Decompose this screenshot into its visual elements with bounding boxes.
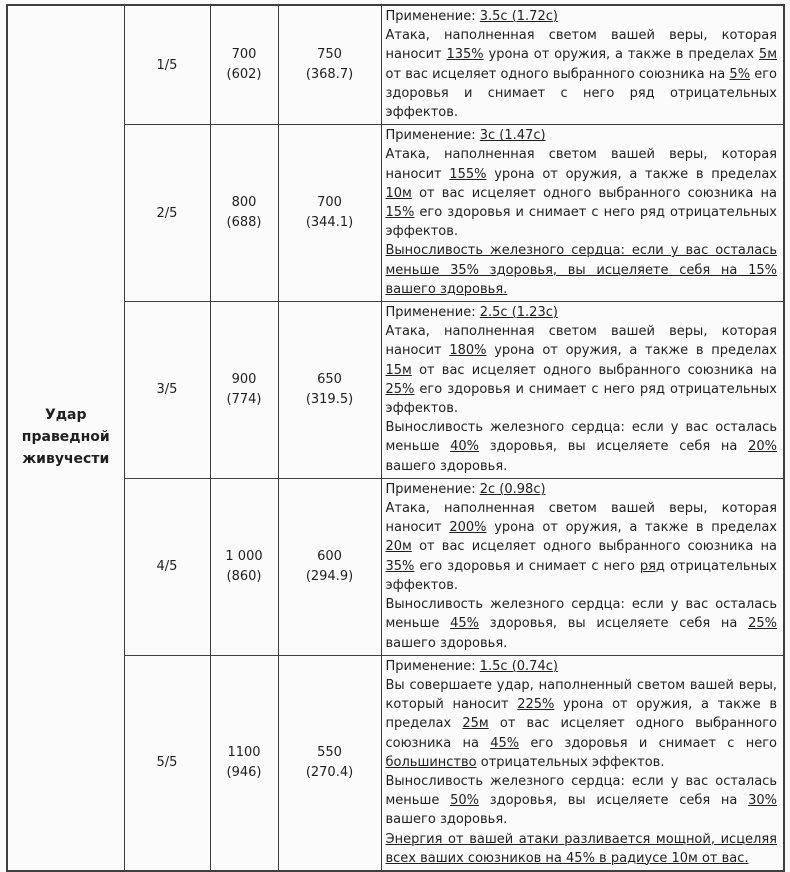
text-run: его здоровья и снимает с него ряд отрицательных эффектов. bbox=[385, 66, 777, 121]
stat1-sub-value: (774) bbox=[226, 391, 262, 407]
text-run: вашего здоровья. bbox=[385, 635, 508, 651]
text-run: отрицательных эффектов. bbox=[476, 754, 665, 770]
description-paragraph bbox=[386, 7, 778, 26]
text-run: Применение: bbox=[385, 658, 480, 674]
underlined-text: 20% bbox=[748, 439, 777, 455]
stat1-sub-value: (602) bbox=[226, 67, 262, 83]
level-value: 1/5 bbox=[156, 57, 178, 73]
stat1-main-value: 900 bbox=[231, 371, 257, 387]
stat1-sub-value: (860) bbox=[226, 568, 262, 584]
text-run: его здоровья и снимает с него bbox=[414, 558, 640, 574]
skill-row-1 bbox=[7, 5, 784, 125]
stat1-sub-value: (946) bbox=[226, 764, 262, 780]
skill-row-2 bbox=[7, 125, 784, 302]
skill-table bbox=[6, 4, 785, 872]
description-paragraph bbox=[386, 418, 778, 476]
stat2-main-value: 650 bbox=[317, 371, 342, 387]
stat1-cell bbox=[210, 5, 278, 125]
underlined-text: 50% bbox=[450, 793, 479, 809]
text-run: Выносливость железного сердца: если у вас осталась меньше bbox=[385, 420, 777, 455]
stat2-cell bbox=[278, 302, 381, 479]
underlined-text: Выносливость железного сердца: если у вас осталась меньше 35% здоровья, вы исцеляете себя на 15% вашего здоровья. bbox=[385, 243, 777, 297]
text-run: Атака, наполненная светом вашей веры, которая наносит bbox=[385, 324, 777, 359]
underlined-text: 10м bbox=[385, 185, 412, 201]
skill-name: Удар праведной живучести bbox=[21, 407, 110, 467]
text-run: вашего здоровья. bbox=[385, 458, 508, 474]
stat1-main-value: 1100 bbox=[227, 744, 261, 760]
skill-row-5 bbox=[7, 655, 784, 871]
description-paragraph bbox=[386, 595, 778, 653]
stat2-sub-value: (344.1) bbox=[305, 215, 354, 231]
text-run: Выносливость железного сердца: если у вас осталась меньше bbox=[385, 773, 777, 809]
text-run: от вас исцеляет одного выбранного союзника на bbox=[411, 362, 777, 378]
stat2-sub-value: (368.7) bbox=[305, 67, 354, 83]
underlined-text: 30% bbox=[748, 793, 777, 809]
stat1-main-value: 1 000 bbox=[225, 548, 263, 564]
text-run: Атака, наполненная светом вашей веры, которая наносит bbox=[385, 28, 777, 63]
description-paragraph bbox=[386, 145, 778, 241]
skill-row-3 bbox=[7, 302, 784, 479]
underlined-text: 15м bbox=[385, 362, 412, 378]
stat1-sub-value: (688) bbox=[226, 215, 262, 231]
text-run: от вас исцеляет одного выбранного союзника на bbox=[411, 539, 777, 555]
underlined-text: 35% bbox=[385, 558, 415, 574]
stat2-main-value: 750 bbox=[317, 46, 342, 62]
level-value: 4/5 bbox=[156, 559, 178, 575]
underlined-text: 2с (0.98с) bbox=[479, 481, 546, 497]
stat2-sub-value: (294.9) bbox=[305, 568, 354, 584]
text-run: Атака, наполненная светом вашей веры, которая наносит bbox=[385, 147, 777, 182]
stat2-cell bbox=[278, 655, 381, 871]
level-cell bbox=[124, 125, 210, 302]
underlined-text: 135% bbox=[446, 47, 484, 63]
text-run: от вас исцеляет одного выбранного союзника на bbox=[385, 716, 777, 751]
description-paragraph bbox=[386, 303, 778, 322]
text-run: его здоровья и снимает с него bbox=[519, 735, 777, 751]
text-run: от вас исцеляет одного выбранного союзника на bbox=[411, 185, 777, 201]
level-cell bbox=[124, 302, 210, 479]
text-run: Применение: bbox=[385, 481, 480, 497]
description-cell bbox=[381, 478, 784, 655]
underlined-text: 3с (1.47с) bbox=[479, 128, 546, 144]
level-value: 5/5 bbox=[156, 755, 178, 771]
underlined-text: 45% bbox=[490, 735, 520, 751]
underlined-text: ряд bbox=[639, 558, 665, 574]
text-run: его здоровья и снимает с него ряд отрицательных эффектов. bbox=[385, 381, 777, 417]
underlined-text: 40% bbox=[450, 439, 479, 455]
stat1-cell bbox=[210, 478, 278, 655]
description-paragraph bbox=[386, 830, 778, 868]
underlined-text: 200% bbox=[449, 520, 487, 536]
underlined-text: 25% bbox=[385, 381, 415, 397]
text-run: Атака, наполненная светом вашей веры, которая наносит bbox=[385, 501, 777, 536]
level-value: 3/5 bbox=[156, 382, 178, 398]
skill-name-cell bbox=[7, 5, 124, 871]
description-paragraph bbox=[386, 499, 778, 595]
underlined-text: 2.5с (1.23с) bbox=[479, 305, 558, 321]
text-run: Применение: bbox=[385, 128, 480, 144]
stat1-cell bbox=[210, 655, 278, 871]
underlined-text: 180% bbox=[449, 343, 487, 359]
stat2-cell bbox=[278, 125, 381, 302]
level-cell bbox=[124, 5, 210, 125]
stat2-main-value: 600 bbox=[317, 548, 342, 564]
underlined-text: 155% bbox=[449, 166, 487, 182]
description-cell bbox=[381, 302, 784, 479]
level-cell bbox=[124, 478, 210, 655]
description-cell bbox=[381, 125, 784, 302]
description-paragraph bbox=[386, 676, 778, 772]
text-run: от вас исцеляет одного выбранного союзника на bbox=[385, 66, 730, 82]
stat1-cell bbox=[210, 125, 278, 302]
description-paragraph bbox=[386, 480, 778, 499]
stat2-main-value: 550 bbox=[317, 744, 342, 760]
stat2-cell bbox=[278, 478, 381, 655]
text-run: здоровья, вы исцеляете себя на bbox=[478, 793, 749, 809]
text-run: Применение: bbox=[385, 305, 480, 321]
underlined-text: 1.5с (0.74с) bbox=[479, 658, 558, 674]
text-run: Вы совершаете удар, наполненный светом вашей веры, который наносит bbox=[385, 677, 777, 713]
text-run: здоровья, вы исцеляете себя на bbox=[478, 439, 749, 455]
description-paragraph bbox=[386, 26, 778, 122]
underlined-text: большинство bbox=[385, 754, 477, 770]
underlined-text: 25м bbox=[462, 716, 489, 732]
underlined-text: 225% bbox=[517, 697, 555, 713]
stat1-main-value: 800 bbox=[231, 194, 257, 210]
text-run: отрицательных эффектов. bbox=[385, 558, 777, 593]
text-run: урона от оружия, а также в пределах bbox=[385, 697, 777, 732]
underlined-text: 20м bbox=[385, 539, 412, 555]
skill-table-body bbox=[7, 5, 784, 871]
description-paragraph bbox=[386, 322, 778, 418]
text-run: Применение: bbox=[385, 9, 480, 24]
description-cell bbox=[381, 655, 784, 871]
text-run: урона от оружия, а также в пределах bbox=[486, 343, 777, 359]
text-run: урона от оружия, а также в пределах bbox=[483, 47, 759, 63]
stat2-main-value: 700 bbox=[317, 194, 342, 210]
level-cell bbox=[124, 655, 210, 871]
description-paragraph bbox=[386, 772, 778, 830]
text-run: его здоровья и снимает с него ряд отрицательных эффектов. bbox=[385, 205, 777, 240]
stat1-main-value: 700 bbox=[231, 46, 257, 62]
text-run: урона от оружия, а также в пределах bbox=[486, 520, 777, 536]
underlined-text: 45% bbox=[450, 616, 479, 632]
underlined-text: Энергия от вашей атаки разливается мощной, исцеляя всех ваших союзников на 45% в радиусе 10м от вас. bbox=[385, 831, 777, 866]
text-run: урона от оружия, а также в пределах bbox=[486, 166, 777, 182]
skill-row-4 bbox=[7, 478, 784, 655]
stat2-sub-value: (270.4) bbox=[305, 764, 354, 780]
stat2-cell bbox=[278, 5, 381, 125]
stat2-sub-value: (319.5) bbox=[305, 391, 354, 407]
underlined-text: 5% bbox=[729, 66, 751, 82]
underlined-text: 5м bbox=[758, 47, 777, 63]
level-value: 2/5 bbox=[156, 205, 178, 221]
description-paragraph bbox=[386, 241, 778, 299]
description-cell bbox=[381, 5, 784, 125]
description-paragraph bbox=[386, 657, 778, 676]
underlined-text: 25% bbox=[748, 616, 777, 632]
underlined-text: 15% bbox=[385, 205, 415, 221]
stat1-cell bbox=[210, 302, 278, 479]
underlined-text: 3.5с (1.72с) bbox=[479, 9, 558, 24]
text-run: здоровья, вы исцеляете себя на bbox=[478, 616, 749, 632]
description-paragraph bbox=[386, 126, 778, 145]
text-run: Выносливость железного сердца: если у вас осталась меньше bbox=[385, 597, 777, 632]
text-run: вашего здоровья. bbox=[385, 812, 508, 828]
